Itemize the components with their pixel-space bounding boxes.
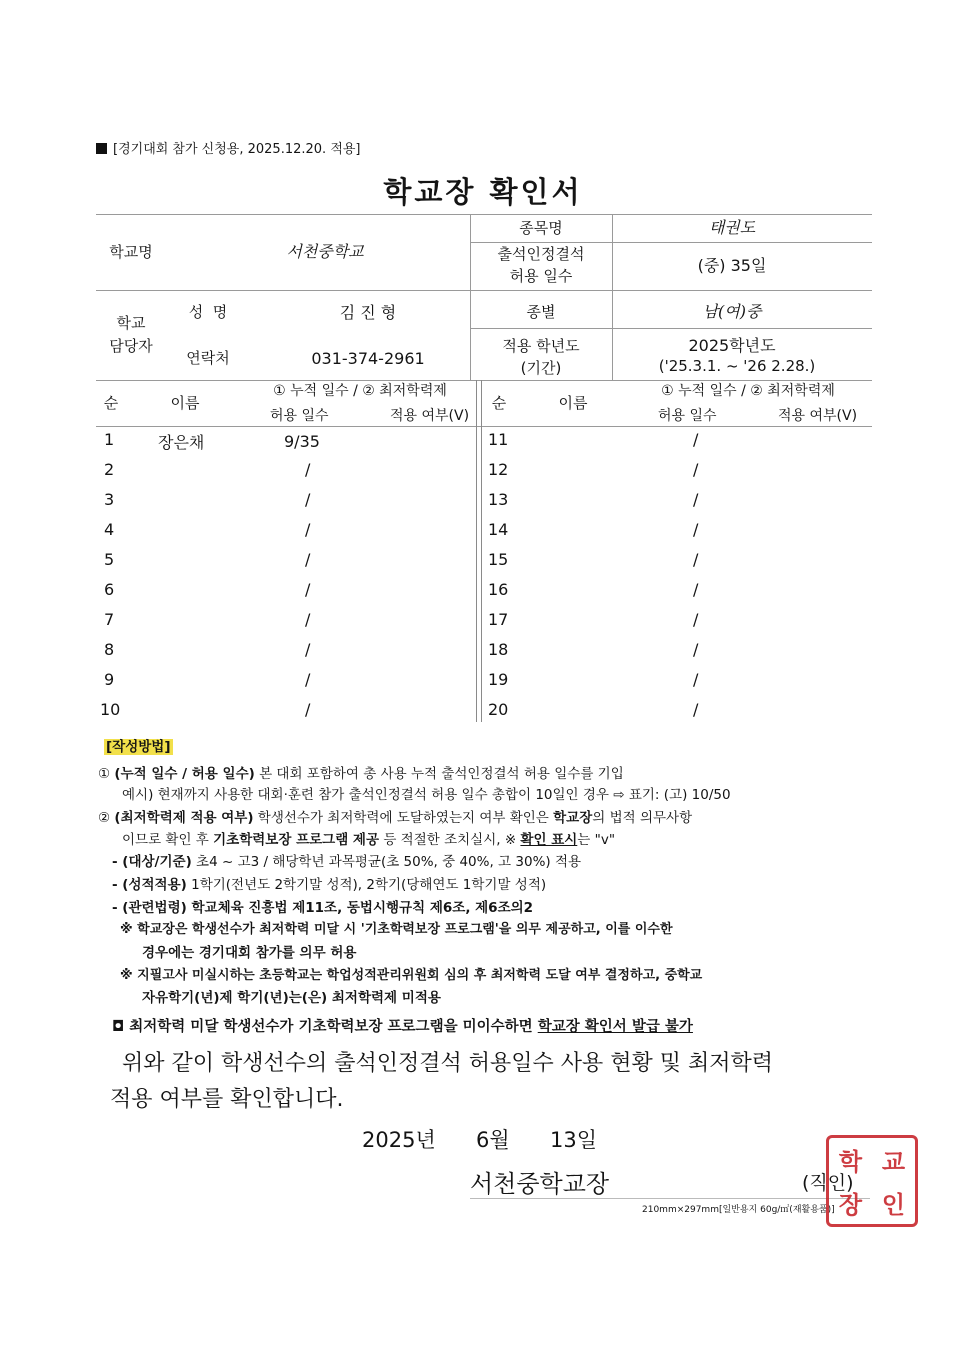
event-label: 종목명 bbox=[519, 219, 563, 237]
col-check-header-left: 적용 여부(V) bbox=[390, 408, 470, 424]
guide-l4-b: 등 적절한 조치실시, ※ bbox=[379, 832, 521, 848]
student-days: / bbox=[305, 640, 311, 659]
guide-l1-text: 본 대회 포함하여 총 사용 누적 출석인정결석 허용 일수를 기입 bbox=[254, 766, 624, 782]
seal-char: 학 bbox=[838, 1147, 863, 1176]
student-no: 1 bbox=[104, 430, 115, 449]
guide-l9: 경우에는 경기대회 참가를 의무 허용 bbox=[142, 945, 357, 961]
student-no: 11 bbox=[488, 430, 509, 449]
student-no: 19 bbox=[488, 670, 509, 689]
manager-label-1: 학교 bbox=[116, 314, 146, 332]
student-no: 6 bbox=[104, 580, 115, 599]
student-no: 9 bbox=[104, 670, 115, 689]
student-days: / bbox=[305, 670, 311, 689]
guide-l2: 예시) 현재까지 사용한 대회·훈련 참가 출석인정결석 허용 일수 총합이 10일인 경우 ⇨ 표기: (고) 10/50 bbox=[122, 787, 731, 803]
student-days: / bbox=[693, 520, 699, 539]
form-note: [경기대회 참가 신청용, 2025.12.20. 적용] bbox=[96, 138, 361, 157]
contact-value: 031-374-2961 bbox=[311, 349, 425, 368]
guide-l3-bold2: 학교장 bbox=[553, 810, 593, 826]
student-no: 14 bbox=[488, 520, 509, 539]
student-days: / bbox=[693, 490, 699, 509]
contact-label: 연락처 bbox=[186, 349, 230, 367]
student-no: 5 bbox=[104, 550, 115, 569]
col-no-header-left: 순 bbox=[103, 394, 119, 412]
principal-name: 서천중학교장 bbox=[470, 1170, 610, 1198]
student-days: / bbox=[693, 460, 699, 479]
date-year: 2025년 bbox=[362, 1128, 436, 1152]
seal-char: 교 bbox=[881, 1147, 906, 1176]
date-month: 6월 bbox=[476, 1128, 510, 1152]
student-no: 17 bbox=[488, 610, 509, 629]
allowed-days-label-2: 허용 일수 bbox=[509, 267, 573, 285]
name-value: 김 진 형 bbox=[339, 303, 397, 322]
student-days: / bbox=[693, 700, 699, 719]
col-days-header-left-2: 허용 일수 bbox=[270, 408, 329, 424]
guide-l11: 자유학기(년)제 학기(년)는(은) 최저학력제 미적용 bbox=[142, 990, 441, 1006]
event-value: 태권도 bbox=[708, 218, 756, 237]
student-days: / bbox=[305, 520, 311, 539]
guide-l5-bold: - (대상/기준) bbox=[112, 854, 192, 870]
guide-l6-bold: - (성적적용) bbox=[112, 877, 187, 893]
col-days-header-left-1: ① 누적 일수 / ② 최저학력제 bbox=[273, 383, 447, 399]
guide-num-2: ② bbox=[98, 810, 111, 826]
manager-label-2: 담당자 bbox=[109, 337, 153, 355]
seal-label: (직인) bbox=[802, 1172, 854, 1194]
col-days-header-right-2: 허용 일수 bbox=[658, 408, 717, 424]
student-no: 12 bbox=[488, 460, 509, 479]
guide-num-1: ① bbox=[98, 766, 111, 782]
guide-l4-u: 확인 표시 bbox=[520, 832, 578, 848]
guide-l4-c: 는 "v" bbox=[577, 832, 616, 848]
student-days: / bbox=[305, 610, 311, 629]
year-label-1: 적용 학년도 bbox=[502, 337, 580, 355]
seal-char: 장 bbox=[838, 1190, 863, 1219]
year-label-2: (기간) bbox=[520, 359, 562, 377]
student-days: / bbox=[693, 430, 699, 449]
gender-label: 종별 bbox=[526, 303, 556, 321]
col-name-header-left: 이름 bbox=[170, 394, 200, 412]
school-value: 서천중학교 bbox=[286, 242, 364, 261]
student-no: 2 bbox=[104, 460, 115, 479]
guide-l7-bold: - (관련법령) bbox=[112, 900, 187, 916]
guide-l3-text-b: 의 법적 의무사항 bbox=[592, 810, 693, 826]
col-check-header-right: 적용 여부(V) bbox=[778, 408, 858, 424]
guide-l4-a: 이므로 확인 후 bbox=[122, 832, 214, 848]
guide-notice-a: ◘ 최저학력 미달 학생선수가 기초학력보장 프로그램을 미이수하면 bbox=[112, 1019, 538, 1035]
paper-note: 210mm×297mm[일반용지 60g/㎡(재활용품)] bbox=[642, 1205, 835, 1215]
student-no: 20 bbox=[488, 700, 509, 719]
student-no: 15 bbox=[488, 550, 509, 569]
student-no: 16 bbox=[488, 580, 509, 599]
student-days: / bbox=[693, 610, 699, 629]
guide-l8: ※ 학교장은 학생선수가 최저학력 미달 시 '기초학력보장 프로그램'을 의무 제공하고, 이를 이수한 bbox=[120, 922, 673, 937]
student-days: / bbox=[693, 580, 699, 599]
student-days: / bbox=[693, 550, 699, 569]
col-days-header-right-1: ① 누적 일수 / ② 최저학력제 bbox=[661, 383, 835, 399]
official-seal-icon bbox=[826, 1135, 918, 1227]
student-days: / bbox=[305, 700, 311, 719]
allowed-days-value: (중) 35일 bbox=[697, 256, 767, 275]
year-value-1: 2025학년도 bbox=[688, 336, 776, 355]
year-value-2: ('25.3.1. ~ '26 2.28.) bbox=[658, 357, 816, 375]
guide-heading: [작성방법] bbox=[106, 739, 171, 755]
name-label: 성 명 bbox=[188, 303, 228, 321]
school-label: 학교명 bbox=[109, 243, 153, 261]
student-days: / bbox=[305, 550, 311, 569]
student-days: 9/35 bbox=[284, 432, 320, 451]
guide-l1-bold: (누적 일수 / 허용 일수) bbox=[114, 766, 255, 782]
guide-l5-text: 초4 ~ 고3 / 해당학년 과목평균(초 50%, 중 40%, 고 30%) 적용 bbox=[191, 854, 582, 870]
guide-l4-bold: 기초학력보장 프로그램 제공 bbox=[213, 832, 380, 848]
student-no: 3 bbox=[104, 490, 115, 509]
student-days: / bbox=[305, 580, 311, 599]
square-bullet-icon bbox=[96, 143, 107, 154]
guide-l7-text: 학교체육 진흥법 제11조, 동법시행규칙 제6조, 제6조의2 bbox=[186, 900, 534, 916]
confirm-line-1: 위와 같이 학생선수의 출석인정결석 허용일수 사용 현황 및 최저학력 bbox=[122, 1051, 774, 1076]
guide-l10: ※ 지필고사 미실시하는 초등학교는 학업성적관리위원회 심의 후 최저학력 도달 여부 결정하고, 중학교 bbox=[120, 968, 703, 983]
guide-notice-u: 학교장 확인서 발급 불가 bbox=[537, 1019, 693, 1035]
student-no: 13 bbox=[488, 490, 509, 509]
student-days: / bbox=[305, 460, 311, 479]
student-no: 7 bbox=[104, 610, 115, 629]
student-no: 10 bbox=[100, 700, 121, 719]
col-name-header-right: 이름 bbox=[558, 394, 588, 412]
page-title: 학교장 확인서 bbox=[383, 175, 583, 209]
guide-l3-text-a: 학생선수가 최저학력에 도달하였는지 여부 확인은 bbox=[253, 810, 554, 826]
student-no: 8 bbox=[104, 640, 115, 659]
col-no-header-right: 순 bbox=[491, 394, 507, 412]
student-days: / bbox=[693, 670, 699, 689]
allowed-days-label-1: 출석인정결석 bbox=[497, 245, 585, 263]
student-no: 4 bbox=[104, 520, 115, 539]
confirm-line-2: 적용 여부를 확인합니다. bbox=[110, 1087, 344, 1112]
guide-l6-text: 1학기(전년도 2학기말 성적), 2학기(당해연도 1학기말 성적) bbox=[186, 877, 547, 893]
student-name: 장은채 bbox=[158, 433, 205, 452]
student-days: / bbox=[305, 490, 311, 509]
seal-char: 인 bbox=[881, 1190, 906, 1219]
date-day: 13일 bbox=[550, 1128, 598, 1152]
student-days: / bbox=[693, 640, 699, 659]
guide-l3-bold: (최저학력제 적용 여부) bbox=[114, 810, 254, 826]
student-no: 18 bbox=[488, 640, 509, 659]
gender-value: 남(여)중 bbox=[702, 302, 762, 321]
